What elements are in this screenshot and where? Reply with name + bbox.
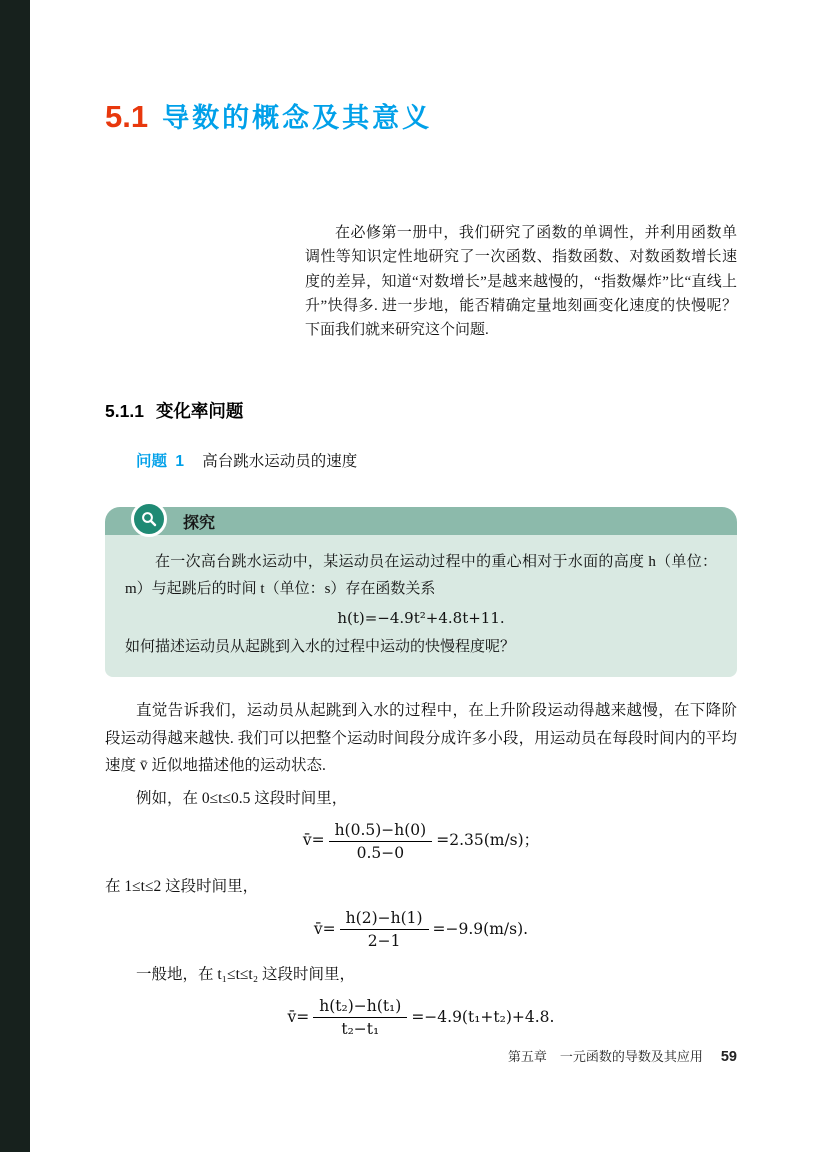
problem-number: 1 [175, 453, 184, 471]
average-velocity-formula-3 [105, 997, 737, 1038]
height-function-formula: h(t)=−4.9t²+4.8t+11. [337, 609, 505, 628]
explore-text-1: 在一次高台跳水运动中，某运动员在运动过程中的重心相对于水面的高度 h（单位：m）与起跳后的时间 t（单位：s）存在函数关系 [125, 554, 717, 598]
page-content [105, 0, 737, 1049]
explore-box-header [105, 507, 737, 535]
magnifier-icon [131, 501, 167, 537]
intro-paragraph: 在必修第一册中，我们研究了函数的单调性，并利用函数单调性等知识定性地研究了一次函数、指数函数、对数函数增长速度的差异，知道“对数增长”是越来越慢的，“指数爆炸”比“直线上升”快得多. 进一步地，能否精确定量地刻画变化速度的快慢呢？下面我们就来研究这个问题. [305, 225, 737, 339]
formula2-result: =−9.9(m/s). [432, 919, 529, 938]
formula3-fraction [313, 997, 407, 1038]
problem-title: 高台跳水运动员的速度 [202, 453, 358, 471]
footer-chapter-title: 第五章 一元函数的导数及其应用 [507, 1049, 703, 1064]
formula1-numerator: h(0.5)−h(0) [329, 821, 433, 842]
body-paragraph-1: 直觉告诉我们，运动员从起跳到入水的过程中，在上升阶段运动得越来越慢，在下降阶段运动得越来越快. 我们可以把整个运动时间段分成许多小段，用运动员在每段时间内的平均速度 v̄ 近似地描述他的运动状态. [105, 702, 737, 774]
body-paragraph-3: 在 1≤t≤2 这段时间里， [105, 877, 259, 895]
formula1-fraction [329, 821, 433, 862]
subsection-title: 变化率问题 [155, 401, 244, 422]
average-velocity-formula-2 [105, 909, 737, 950]
formula2-numerator: h(2)−h(1) [340, 909, 429, 930]
footer-page-number: 59 [720, 1049, 737, 1065]
section-title: 导数的概念及其意义 [162, 103, 433, 133]
explore-box-label: 探究 [183, 514, 216, 532]
section-heading [105, 0, 737, 135]
formula2-lhs: v̄= [313, 919, 336, 938]
formula1-result: =2.35(m/s)； [436, 831, 540, 850]
formula3-result: =−4.9(t₁+t₂)+4.8. [411, 1007, 555, 1026]
explore-box-body [105, 535, 737, 677]
formula1-denominator: 0.5−0 [356, 843, 405, 862]
formula1-lhs: v̄= [302, 831, 325, 850]
subsection-heading [105, 398, 737, 423]
average-velocity-formula-1 [105, 821, 737, 862]
page-footer [105, 1046, 737, 1065]
formula3-numerator: h(t₂)−h(t₁) [313, 997, 407, 1018]
explore-text-2: 如何描述运动员从起跳到入水的过程中运动的快慢程度呢？ [125, 639, 516, 656]
section-number: 5.1 [105, 99, 149, 134]
formula3-denominator: t₂−t₁ [341, 1020, 380, 1039]
formula2-denominator: 2−1 [367, 932, 401, 951]
subsection-number: 5.1.1 [105, 401, 144, 422]
page-spine-strip [0, 0, 30, 1152]
formula3-lhs: v̄= [287, 1007, 310, 1026]
explore-box [105, 507, 737, 677]
problem-label: 问题 [136, 453, 168, 471]
body-paragraph-2: 例如，在 0≤t≤0.5 这段时间里， [136, 789, 348, 807]
problem-line [105, 449, 737, 471]
body-paragraph-4: 一般地，在 t₁≤t≤t₂ 这段时间里， [136, 966, 355, 984]
formula2-fraction [340, 909, 429, 950]
